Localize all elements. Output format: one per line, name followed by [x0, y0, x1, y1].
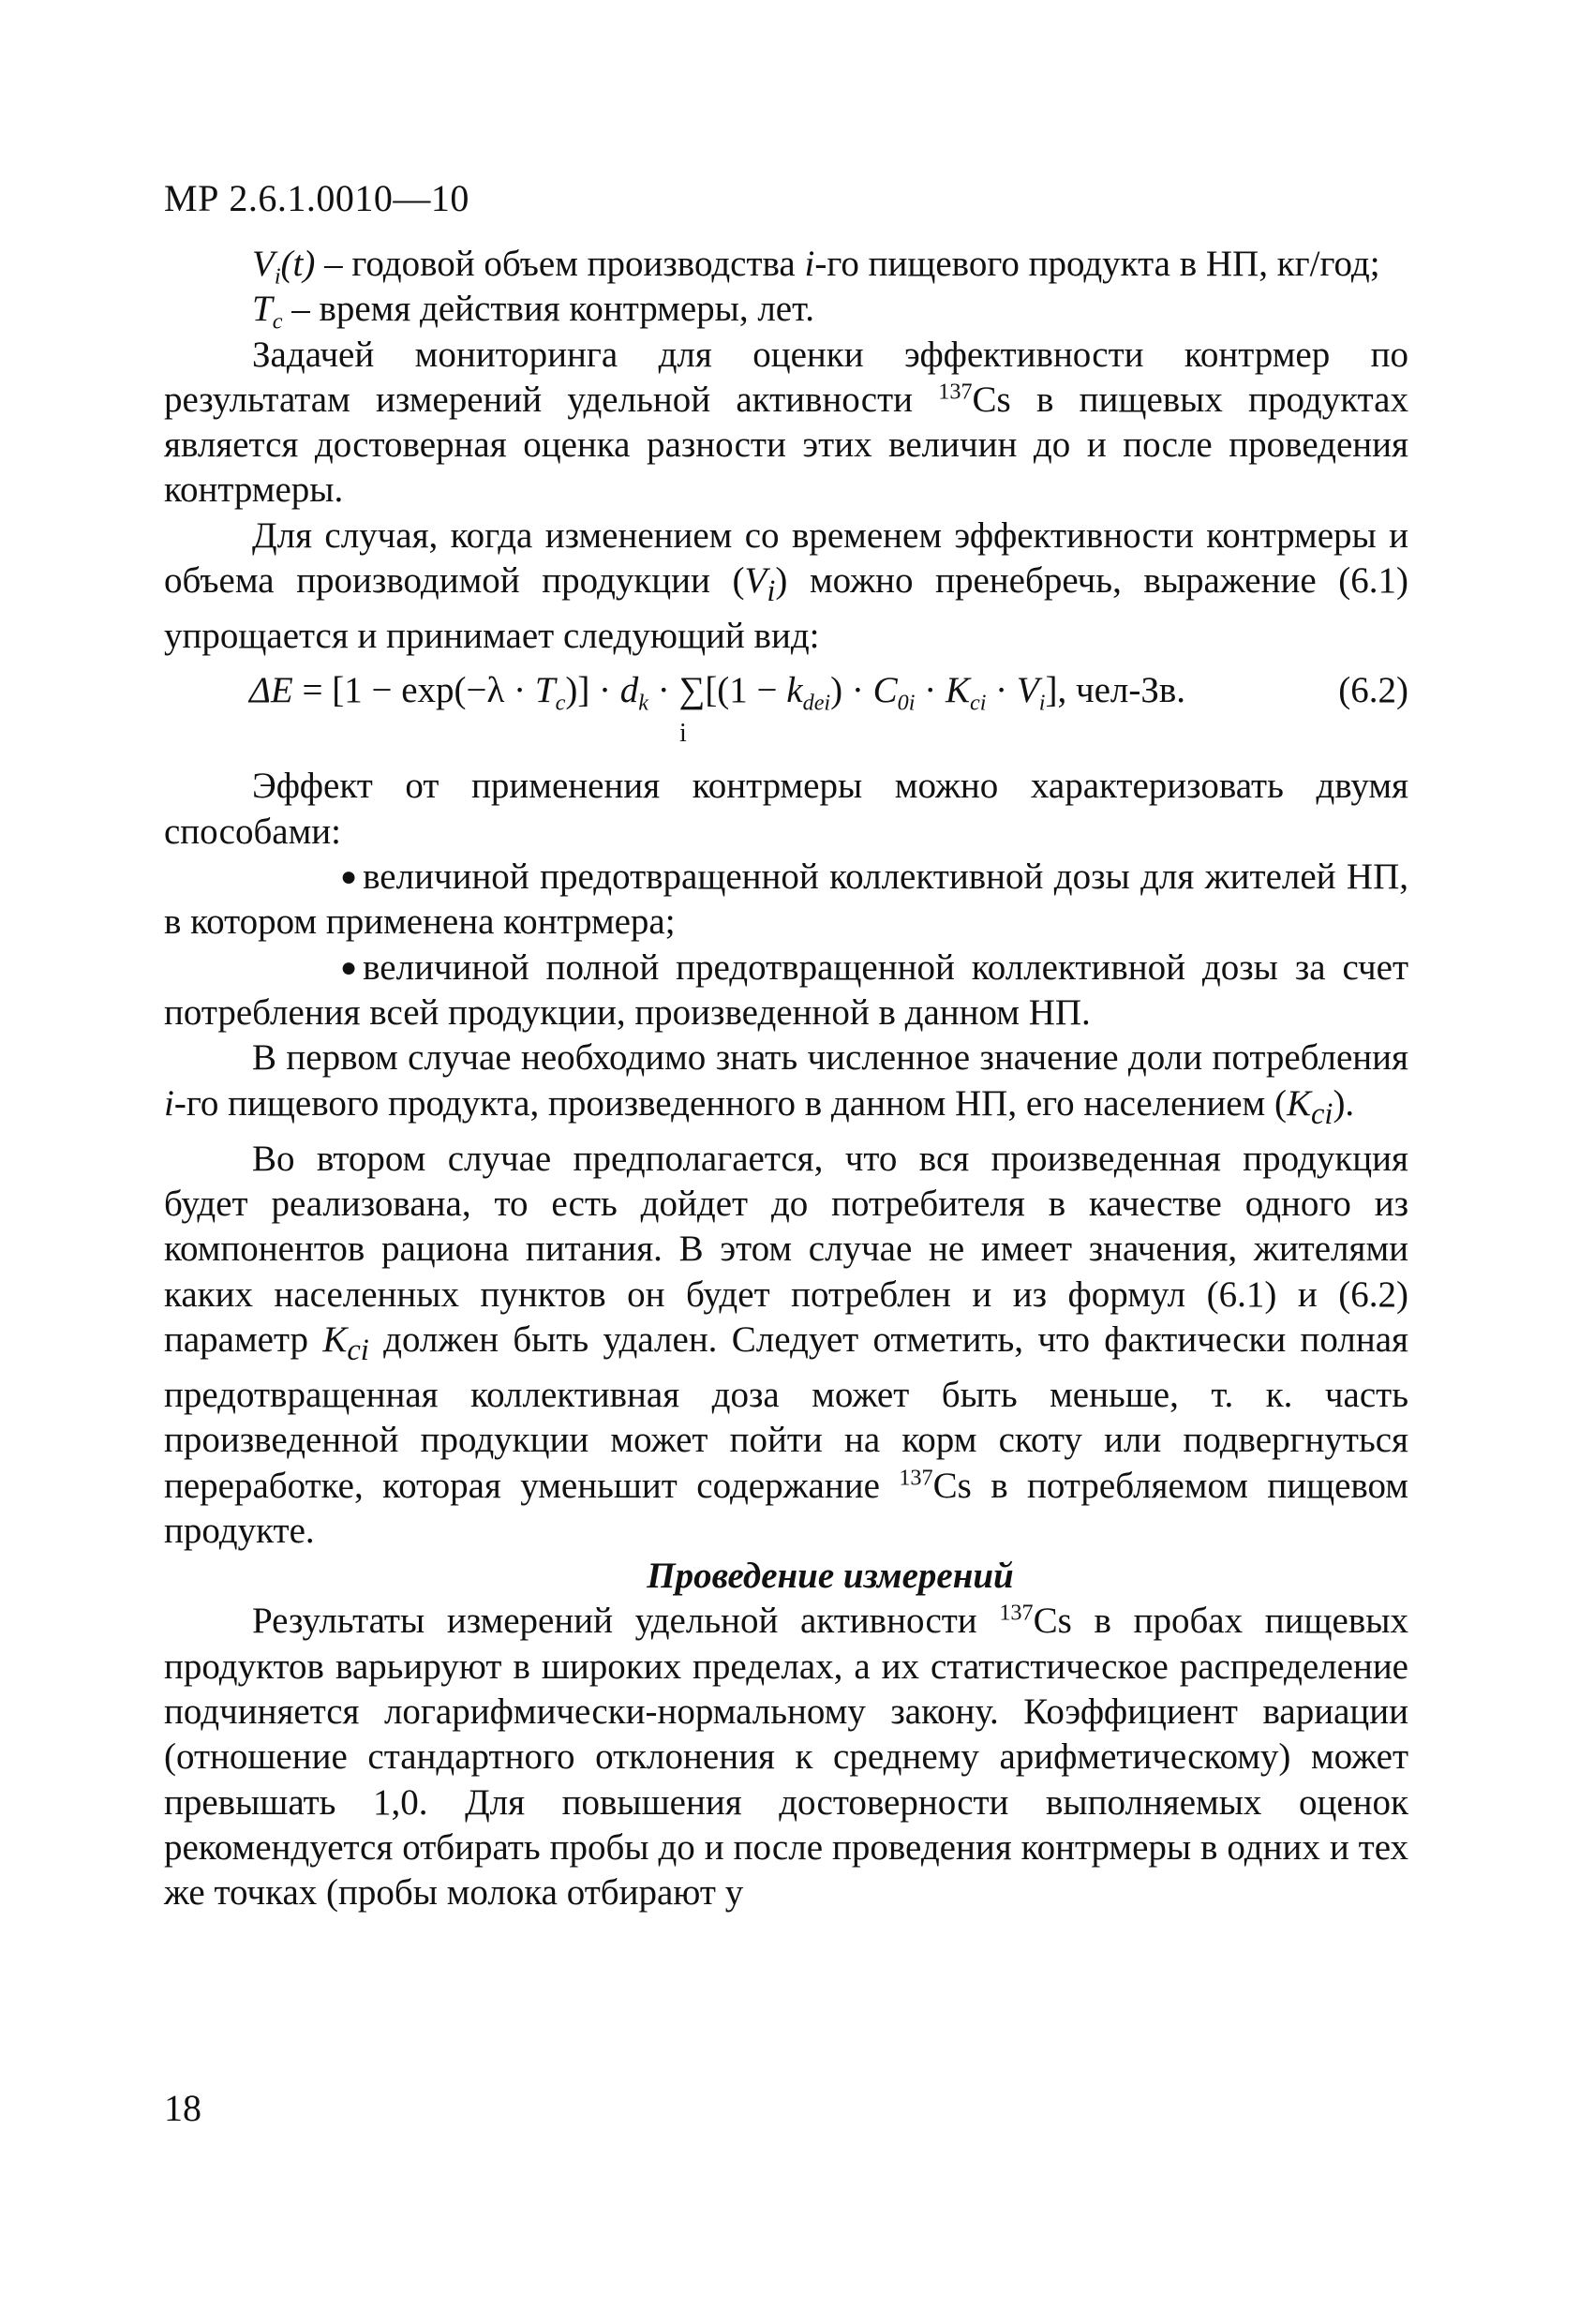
paragraph-first-case: В первом случае необходимо знать численное значение доли потребления i-го пищевого продукта, произведенного в данном НП, его населением $(K_{ci})$.: [164, 1037, 1408, 1131]
section-heading: Проведение измерений: [647, 1556, 1014, 1597]
definition-tc: $T_c$ – время действия контрмеры, лет.: [252, 289, 814, 335]
paragraph-second-case: Во втором случае предполагается, что вся произведенная продукция будет реализована, то есть дойдет до потребителя в качестве одного из компонентов рациона питания. В этом случае не имеет значения, жителями каких населенных пунктов он будет потреблен и из формул (6.1) и (6.2) параметр $K_{ci}$ должен быть удален. Следует отметить, что фактически полная предотвращенная коллективная доза может быть меньше, т. к. часть произведенной продукции может пойти на корм скоту или подвергнуться переработке, которая уменьшит содержание $^{137}$Cs в потребляемом пищевом продукте.: [164, 1138, 1408, 1551]
formula-number: (6.2): [1338, 670, 1408, 711]
definition-vi: $V_i(t)$ – годовой объем производства i-го пищевого продукта в НП, кг/год;: [252, 244, 1380, 290]
formula-expression: $\Delta E = [1 - \exp(-\lambda \cdot T_c)] \cdot d_k \cdot \sum[(1 - k_{dei}) \cdot C_{0i} \cdot K_{ci} \cdot V_i]$, чел-Зв.: [249, 670, 1186, 716]
symbol-v: $V_i(t)$: [252, 244, 316, 290]
paragraph-effect: Эффект от применения контрмеры можно характеризовать двумя способами:: [164, 766, 1408, 852]
paragraph-simplification: Для случая, когда изменением со временем эффективности контрмеры и объема производимой продукции $(V_i)$ можно пренебречь, выражение (6.1) упрощается и принимает следующий вид:: [164, 514, 1409, 657]
body-text: [164, 242, 1408, 1915]
formula-6-2: [164, 663, 1408, 756]
bullet-icon: ●: [340, 861, 358, 893]
paragraph-measurements: Результаты измерений удельной активности $^{137}$Cs в пробах пищевых продуктов варьируют в широких пределах, а их статистическое распределение подчиняется логарифмически-нормальному закону. Коэффициент вариации (отношение стандартного отклонения к среднему арифметическому) может превышать 1,0. Для повышения достоверности выполняемых оценок рекомендуется отбирать пробы до и после проведения контрмеры в одних и тех же точках (пробы молока отбирают у: [164, 1601, 1408, 1914]
paragraph-monitoring: Задачей мониторинга для оценки эффективности контрмер по результатам измерений удельной активности $^{137}$Cs в пищевых продуктах является достоверная оценка разности этих величин до и после проведения контрмеры.: [164, 334, 1408, 511]
sum-index: i: [679, 719, 687, 749]
bullet-item-2: ● величиной полной предотвращенной коллективной дозы за счет потребления всей продукции, произведенной в данном НП.: [164, 946, 1408, 1033]
bullet-icon: ●: [340, 951, 358, 983]
bullet-item-1: ● величиной предотвращенной коллективной дозы для жителей НП, в котором применена контрмера;: [164, 857, 1408, 943]
document-code: МР 2.6.1.0010—10: [164, 177, 469, 219]
page-number: 18: [164, 2087, 201, 2129]
symbol-t: $T_c$: [252, 289, 283, 335]
